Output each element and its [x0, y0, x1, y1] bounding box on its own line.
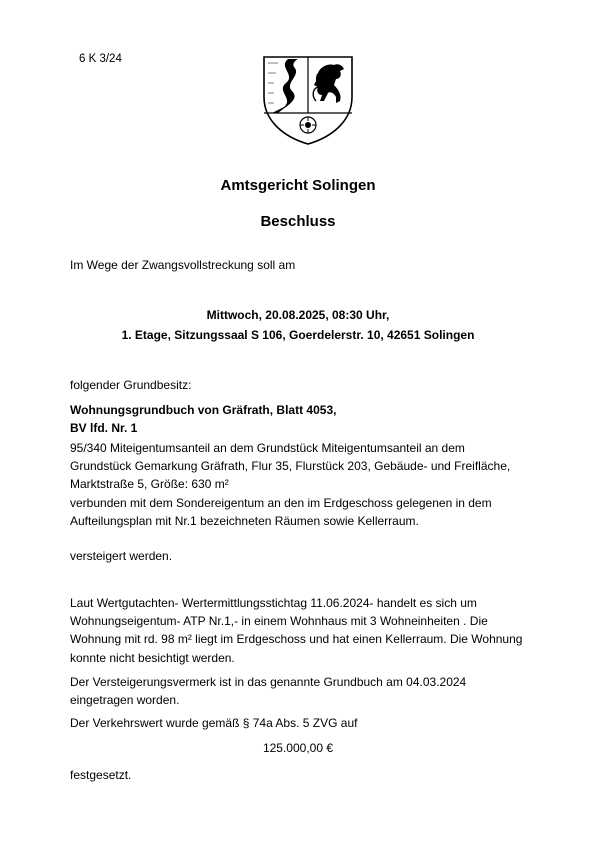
vermerk-paragraph	[70, 673, 466, 709]
property-heading: folgender Grundbesitz:	[70, 378, 192, 392]
nrw-coat-of-arms-icon	[258, 51, 358, 147]
intro-text: Im Wege der Zwangsvollstreckung soll am	[70, 258, 296, 272]
result-text: versteigert werden.	[70, 549, 173, 563]
hearing-datetime: Mittwoch, 20.08.2025, 08:30 Uhr,	[206, 308, 390, 322]
description-line: Aufteilungsplan mit Nr.1 bezeichneten Räumen sowie Kellerraum.	[70, 513, 419, 528]
description-line: Grundstück Gemarkung Gräfrath, Flur 35, Flurstück 203, Gebäude- und Freifläche,	[70, 459, 511, 474]
description-line: verbunden mit dem Sondereigentum an den im Erdgeschoss gelegenen in dem	[70, 495, 492, 510]
verkehrswert-amount: 125.000,00 €	[262, 741, 334, 755]
document-title: Beschluss	[260, 213, 336, 230]
verkehrswert-text: Der Verkehrswert wurde gemäß § 74a Abs. 5 ZVG auf	[70, 716, 358, 730]
gutachten-line: Laut Wertgutachten- Wertermittlungsstichtag 11.06.2024- handelt es sich um	[70, 596, 477, 610]
court-name: Amtsgericht Solingen	[220, 177, 376, 194]
vermerk-line: eingetragen worden.	[70, 693, 180, 708]
bv-number: BV lfd. Nr. 1	[70, 421, 138, 435]
case-number: 6 K 3/24	[79, 53, 122, 65]
vermerk-line: Der Versteigerungsvermerk ist in das genannte Grundbuch am 04.03.2024	[70, 675, 467, 689]
gutachten-line: Wohnung mit rd. 98 m² liegt im Erdgeschoss und hat einen Kellerraum. Die Wohnung	[70, 632, 523, 647]
property-description	[70, 439, 510, 530]
gutachten-line: konnte nicht besichtigt werden.	[70, 650, 235, 665]
gutachten-paragraph	[70, 594, 522, 667]
description-line: 95/340 Miteigentumsanteil an dem Grundstück Miteigentumsanteil an dem	[70, 441, 465, 455]
hearing-location: 1. Etage, Sitzungssaal S 106, Goerdelerstr. 10, 42651 Solingen	[121, 328, 475, 342]
grundbuch-reference: Wohnungsgrundbuch von Gräfrath, Blatt 4053,	[70, 403, 337, 417]
fixed-text: festgesetzt.	[70, 768, 132, 782]
description-line: Marktstraße 5, Größe: 630 m²	[70, 477, 229, 492]
gutachten-line: Wohnungseigentum- ATP Nr.1,- in einem Wohnhaus mit 3 Wohneinheiten . Die	[70, 614, 488, 629]
